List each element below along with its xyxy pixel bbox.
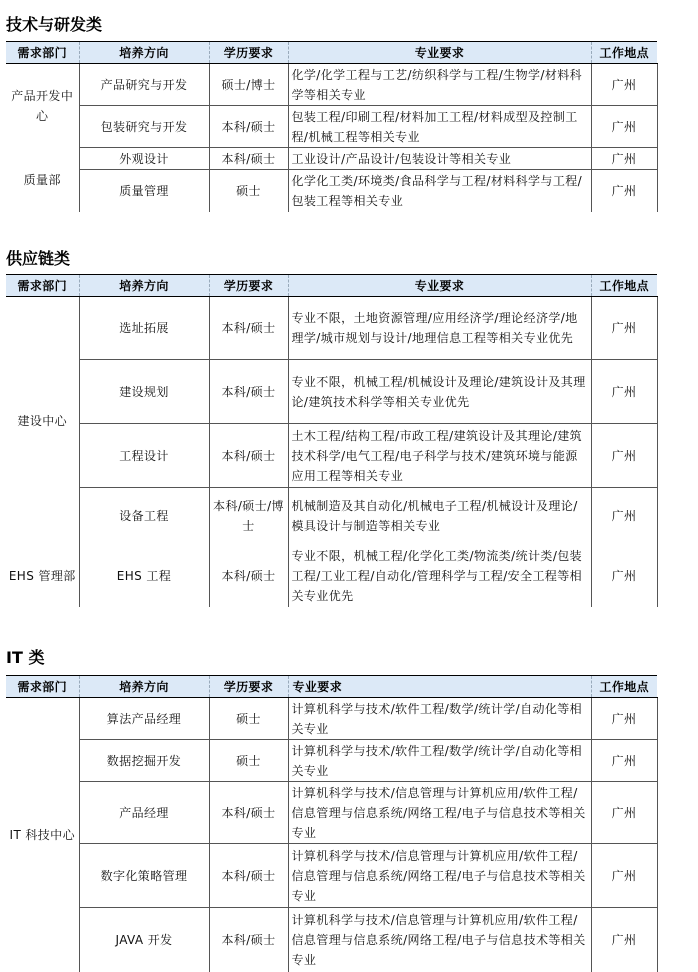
direction-cell: 设备工程 (79, 488, 209, 545)
table-row (6, 488, 657, 545)
degree-cell: 硕士 (209, 170, 288, 212)
location-cell: 广州 (591, 297, 657, 360)
table-row (6, 908, 657, 972)
location-cell: 广州 (591, 106, 657, 148)
major-cell: 工业设计/产品设计/包装设计等相关专业 (288, 148, 591, 170)
degree-cell: 本科/硕士 (209, 545, 288, 607)
dept-cell: 产品开发中心 (11, 88, 74, 123)
direction-cell: 产品经理 (79, 782, 209, 844)
section-title: 技术与研发类 (6, 15, 103, 34)
dept-cell: EHS 管理部 (8, 568, 76, 583)
header-dept: 需求部门 (6, 275, 79, 297)
location-cell: 广州 (591, 545, 657, 607)
table-header-row (6, 275, 657, 297)
table-row (6, 740, 657, 782)
location-cell: 广州 (591, 64, 657, 106)
dept-cell: 质量部 (23, 172, 61, 187)
direction-cell: 建设规划 (79, 360, 209, 424)
major-cell: 土木工程/结构工程/市政工程/建筑设计及其理论/建筑技术科学/电气工程/电子科学与技术/建筑环境与能源应用工程等相关专业 (288, 424, 591, 488)
header-direction: 培养方向 (79, 275, 209, 297)
direction-cell: 算法产品经理 (79, 698, 209, 740)
location-cell: 广州 (591, 424, 657, 488)
major-cell: 包装工程/印刷工程/材料加工工程/材料成型及控制工程/机械工程等相关专业 (288, 106, 591, 148)
degree-cell: 硕士/博士 (209, 64, 288, 106)
degree-cell: 本科/硕士 (209, 148, 288, 170)
section-title: IT 类 (6, 648, 45, 667)
job-table (6, 41, 658, 212)
major-cell: 计算机科学与技术/信息管理与计算机应用/软件工程/信息管理与信息系统/网络工程/电子与信息技术等相关专业 (288, 908, 591, 972)
dept-cell: IT 科技中心 (9, 827, 75, 842)
header-degree: 学历要求 (209, 676, 288, 698)
location-cell: 广州 (591, 488, 657, 545)
direction-cell: 数字化策略管理 (79, 844, 209, 908)
degree-cell: 本科/硕士/博士 (209, 488, 288, 545)
header-dept: 需求部门 (6, 42, 79, 64)
table-header-row (6, 42, 657, 64)
direction-cell: 外观设计 (79, 148, 209, 170)
location-cell: 广州 (591, 844, 657, 908)
degree-cell: 本科/硕士 (209, 908, 288, 972)
location-cell: 广州 (591, 360, 657, 424)
direction-cell: JAVA 开发 (79, 908, 209, 972)
header-location: 工作地点 (591, 275, 657, 297)
header-major: 专业要求 (288, 275, 591, 297)
degree-cell: 硕士 (209, 740, 288, 782)
major-cell: 化学/化学工程与工艺/纺织科学与工程/生物学/材料科学等相关专业 (288, 64, 591, 106)
table-row (6, 844, 657, 908)
major-cell: 专业不限，机械工程/机械设计及理论/建筑设计及其理论/建筑技术科学等相关专业优先 (288, 360, 591, 424)
table-row (6, 782, 657, 844)
major-cell: 计算机科学与技术/软件工程/数学/统计学/自动化等相关专业 (288, 698, 591, 740)
header-major: 专业要求 (288, 676, 591, 698)
table-header-row (6, 676, 657, 698)
table-row (6, 545, 657, 607)
header-degree: 学历要求 (209, 275, 288, 297)
table-row (6, 148, 657, 170)
degree-cell: 本科/硕士 (209, 297, 288, 360)
direction-cell: 产品研究与开发 (79, 64, 209, 106)
table-row (6, 698, 657, 740)
major-cell: 专业不限，土地资源管理/应用经济学/理论经济学/地理学/城市规划与设计/地理信息工程等相关专业优先 (288, 297, 591, 360)
major-cell: 计算机科学与技术/信息管理与计算机应用/软件工程/信息管理与信息系统/网络工程/电子与信息技术等相关专业 (288, 844, 591, 908)
location-cell: 广州 (591, 908, 657, 972)
section-title: 供应链类 (6, 249, 71, 268)
degree-cell: 本科/硕士 (209, 106, 288, 148)
header-location: 工作地点 (591, 42, 657, 64)
header-direction: 培养方向 (79, 42, 209, 64)
degree-cell: 本科/硕士 (209, 844, 288, 908)
major-cell: 计算机科学与技术/信息管理与计算机应用/软件工程/信息管理与信息系统/网络工程/电子与信息技术等相关专业 (288, 782, 591, 844)
header-location: 工作地点 (591, 676, 657, 698)
degree-cell: 硕士 (209, 698, 288, 740)
job-table (6, 274, 658, 607)
dept-cell: 建设中心 (17, 413, 68, 428)
table-row (6, 360, 657, 424)
table-row (6, 170, 657, 212)
location-cell: 广州 (591, 148, 657, 170)
table-row (6, 424, 657, 488)
direction-cell: 数据挖掘开发 (79, 740, 209, 782)
location-cell: 广州 (591, 698, 657, 740)
degree-cell: 本科/硕士 (209, 424, 288, 488)
direction-cell: EHS 工程 (79, 545, 209, 607)
major-cell: 计算机科学与技术/软件工程/数学/统计学/自动化等相关专业 (288, 740, 591, 782)
degree-cell: 本科/硕士 (209, 360, 288, 424)
header-major: 专业要求 (288, 42, 591, 64)
degree-cell: 本科/硕士 (209, 782, 288, 844)
location-cell: 广州 (591, 170, 657, 212)
direction-cell: 包装研究与开发 (79, 106, 209, 148)
direction-cell: 工程设计 (79, 424, 209, 488)
location-cell: 广州 (591, 740, 657, 782)
direction-cell: 选址拓展 (79, 297, 209, 360)
header-dept: 需求部门 (6, 676, 79, 698)
major-cell: 机械制造及其自动化/机械电子工程/机械设计及理论/模具设计与制造等相关专业 (288, 488, 591, 545)
header-degree: 学历要求 (209, 42, 288, 64)
table-row (6, 106, 657, 148)
table-row (6, 297, 657, 360)
table-row (6, 64, 657, 106)
direction-cell: 质量管理 (79, 170, 209, 212)
location-cell: 广州 (591, 782, 657, 844)
major-cell: 专业不限，机械工程/化学化工类/物流类/统计类/包装工程/工业工程/自动化/管理科学与工程/安全工程等相关专业优先 (288, 545, 591, 607)
major-cell: 化学化工类/环境类/食品科学与工程/材料科学与工程/包装工程等相关专业 (288, 170, 591, 212)
header-direction: 培养方向 (79, 676, 209, 698)
job-table (6, 675, 658, 972)
